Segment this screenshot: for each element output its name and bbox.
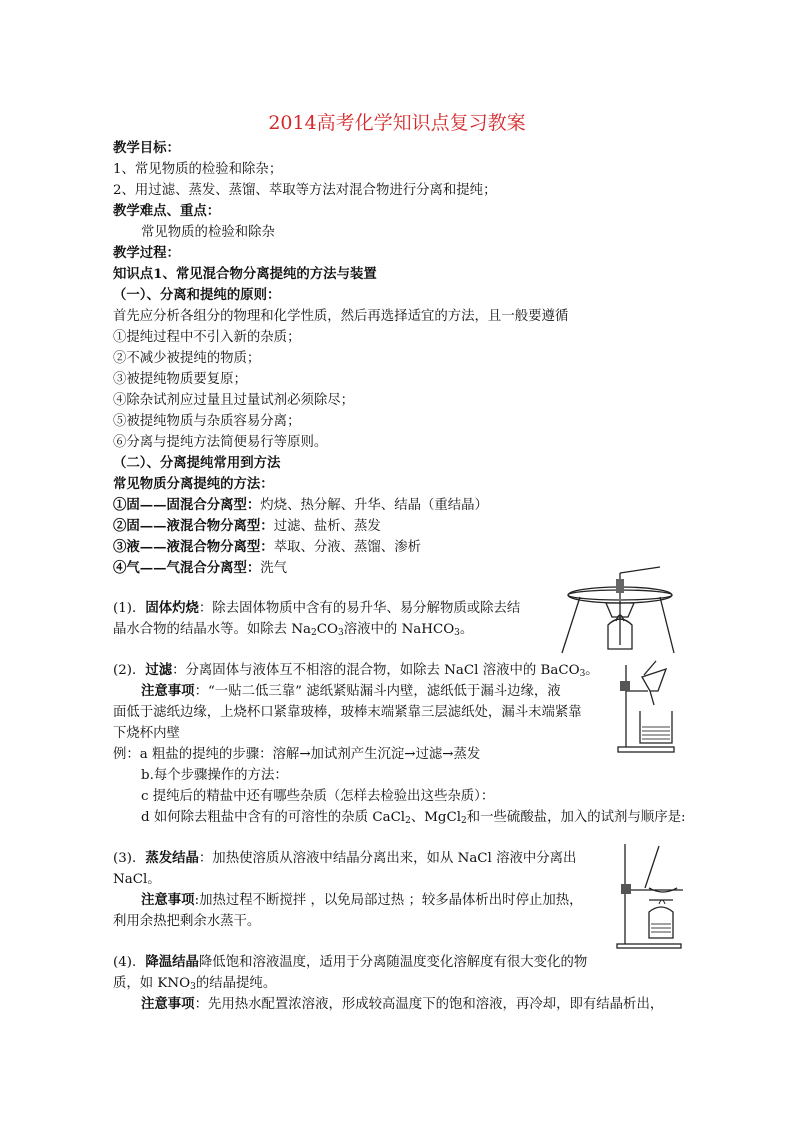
item-text: 。 — [585, 663, 599, 678]
tripod-crucible-figure — [560, 565, 675, 657]
principle-item: ③被提纯物质要复原； — [113, 372, 247, 387]
principle-item: ④除杂试剂应过量且过量试剂必须除尽； — [113, 393, 355, 408]
item-text: 降低饱和溶液温度，适用于分离随温度变化溶解度有很大变化的物 — [198, 955, 588, 970]
subscript: 2 — [311, 628, 317, 638]
item-4-line-a — [113, 954, 587, 971]
principle-item: ②不减少被提纯的物质； — [113, 351, 261, 366]
goal-item: 2、用过滤、蒸发、蒸馏、萃取等方法对混合物进行分离和提纯； — [113, 183, 497, 198]
item-text: CO — [316, 622, 339, 637]
item-3-notes-a — [141, 892, 583, 909]
example-text: 、MgCl — [410, 810, 462, 825]
item-1-line-b — [113, 621, 473, 642]
item-2-example-a: 例：a 粗盐的提纯的步骤：溶解→加试剂产生沉淀→过滤→蒸发 — [113, 747, 481, 762]
item-2-notes-b: 面低于滤纸边缘，上烧杯口紧靠玻棒，玻棒末端紧靠三层滤纸处，漏斗末端紧靠 — [113, 705, 582, 720]
example-text: d 如何除去粗盐中含有的可溶性的杂质 CaCl — [141, 810, 406, 825]
subscript: 2 — [461, 816, 467, 826]
method-label: ③液——液混合物分离型： — [113, 539, 274, 555]
item-number: (3)． — [113, 851, 146, 866]
subscript: 3 — [190, 982, 196, 992]
method-label: ①固——固混合分离型： — [113, 497, 261, 513]
item-label: 固体灼烧 — [145, 600, 199, 616]
item-2-example-b: b.每个步骤操作的方法： — [141, 768, 288, 783]
method-item — [113, 497, 488, 514]
method-text: 灼烧、热分解、升华、结晶（重结晶） — [260, 498, 488, 513]
item-text: 。 — [459, 622, 474, 637]
item-number: (4)． — [113, 955, 146, 970]
filtration-figure — [614, 655, 684, 755]
method-item — [113, 518, 381, 535]
item-3-notes-b: 利用余热把剩余水蒸干。 — [113, 914, 261, 929]
process-heading: 教学过程： — [113, 245, 180, 261]
item-3-line-b: NaCl。 — [113, 872, 161, 887]
notes-label: 注意事项 — [141, 683, 195, 699]
methods-heading: 常见物质分离提纯的方法： — [113, 476, 274, 492]
notes-text: ：先用热水配置浓溶液，形成较高温度下的饱和溶液，再冷却，即有结晶析出， — [194, 997, 664, 1012]
subscript: 3 — [579, 669, 586, 679]
section-intro: 首先应分析各组分的物理和化学性质，然后再选择适宜的方法，且一般要遵循 — [113, 309, 569, 324]
method-item — [113, 539, 421, 556]
method-label: ②固——液混合物分离型： — [113, 518, 274, 534]
page-title: 2014高考化学知识点复习教案 — [268, 112, 526, 134]
principle-item: ⑥分离与提纯方法简便易行等原则。 — [113, 435, 328, 450]
item-label: 降温结晶 — [145, 954, 199, 970]
item-1-line-a — [113, 600, 520, 617]
item-text: 晶水合物的结晶水等。如除去 Na — [113, 622, 312, 637]
subscript: 3 — [338, 628, 344, 638]
method-label: ④气——气混合分离型： — [113, 560, 261, 576]
example-text: 和一些硫酸盐，加入的试剂与顺序是: — [466, 810, 686, 825]
subscript: 2 — [405, 816, 411, 826]
section-heading: （二）、分离提纯常用到方法 — [113, 455, 281, 471]
section-heading: （一）、分离和提纯的原则： — [113, 287, 281, 303]
subscript: 3 — [454, 628, 460, 638]
goals-heading: 教学目标： — [113, 140, 180, 156]
notes-label: 注意事项 — [141, 892, 195, 908]
principle-item: ⑤被提纯物质与杂质容易分离； — [113, 414, 301, 429]
item-label: 蒸发结晶 — [145, 850, 199, 866]
difficulty-heading: 教学难点、重点： — [113, 203, 221, 219]
method-text: 过滤、盐析、蒸发 — [273, 519, 381, 534]
method-item — [113, 560, 287, 577]
item-text: ：分离固体与液体互不相溶的混合物，如除去 NaCl 溶液中的 BaCO — [172, 663, 580, 678]
item-number: (2)． — [113, 663, 146, 678]
item-3-line-a — [113, 850, 576, 867]
item-text: ：加热使溶质从溶液中结晶分离出来，如从 NaCl 溶液中分离出 — [198, 851, 577, 866]
method-text: 萃取、分液、蒸馏、渗析 — [273, 540, 421, 555]
item-4-notes-a — [141, 996, 663, 1013]
item-number: (1)． — [113, 601, 146, 616]
item-2-example-d — [141, 809, 686, 830]
item-text: 的结晶提纯。 — [195, 976, 277, 991]
knowledge-point-heading: 知识点1、常见混合物分离提纯的方法与装置 — [113, 266, 377, 282]
notes-text: ：“一贴二低三靠” 滤纸紧贴漏斗内壁，滤纸低于漏斗边缘，液 — [194, 684, 561, 699]
difficulty-text: 常见物质的检验和除杂 — [141, 225, 275, 240]
item-text: ：除去固体物质中含有的易升华、易分解物质或除去结 — [198, 601, 521, 616]
notes-text: :加热过程不断搅拌 ，以免局部过热 ；较多晶体析出时停止加热， — [194, 893, 583, 908]
item-text: 质，如 KNO — [113, 976, 191, 991]
item-2-line-a — [113, 662, 599, 683]
item-4-line-b — [113, 975, 276, 996]
method-text: 洗气 — [260, 561, 288, 576]
item-label: 过滤 — [145, 662, 173, 678]
goal-item: 1、常见物质的检验和除杂； — [113, 162, 283, 177]
item-2-notes-c: 下烧杯内壁 — [113, 726, 180, 741]
principle-item: ①提纯过程中不引入新的杂质； — [113, 330, 301, 345]
evaporation-figure — [615, 840, 685, 950]
item-2-example-c: c 提纯后的精盐中还有哪些杂质（怎样去检验出这些杂质）： — [141, 789, 495, 804]
item-2-notes-a — [141, 683, 561, 700]
item-text: 溶液中的 NaHCO — [343, 622, 455, 637]
notes-label: 注意事项 — [141, 996, 195, 1012]
